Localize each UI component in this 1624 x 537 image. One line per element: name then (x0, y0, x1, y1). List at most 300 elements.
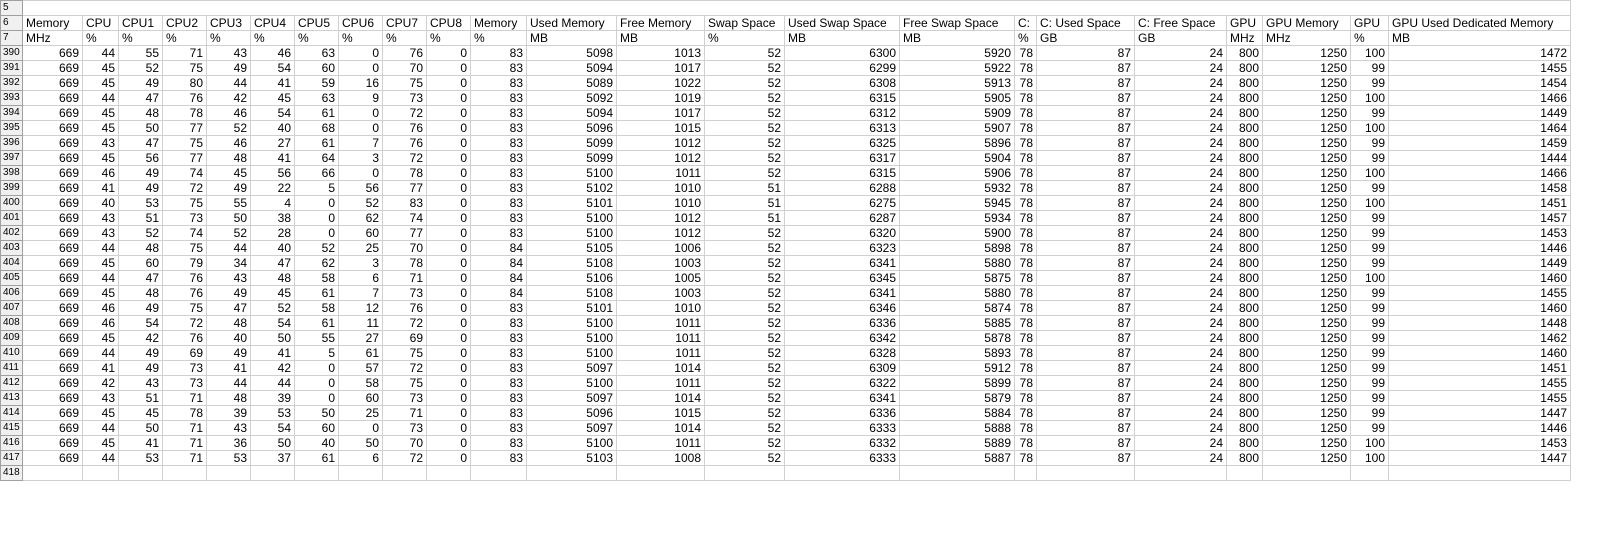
cell[interactable]: 78 (1015, 211, 1037, 226)
cell[interactable]: 46 (83, 166, 119, 181)
cell[interactable]: 6308 (785, 76, 900, 91)
cell[interactable]: 39 (207, 406, 251, 421)
cell[interactable]: 6341 (785, 391, 900, 406)
cell[interactable]: 6336 (785, 406, 900, 421)
cell[interactable]: 5100 (527, 211, 617, 226)
cell[interactable]: 60 (339, 226, 383, 241)
cell[interactable]: 71 (163, 391, 207, 406)
cell[interactable]: 78 (1015, 256, 1037, 271)
cell[interactable]: 51 (705, 196, 785, 211)
cell[interactable]: 1454 (1389, 76, 1571, 91)
cell[interactable]: 41 (251, 151, 295, 166)
cell[interactable]: 24 (1135, 331, 1227, 346)
cell[interactable]: 41 (83, 361, 119, 376)
cell[interactable]: 669 (23, 436, 83, 451)
column-header-cell[interactable]: CPU6 (339, 16, 383, 31)
cell[interactable]: 83 (471, 181, 527, 196)
cell[interactable]: 54 (119, 316, 163, 331)
cell[interactable]: 78 (1015, 91, 1037, 106)
cell[interactable]: 45 (83, 286, 119, 301)
cell[interactable]: 49 (119, 76, 163, 91)
cell[interactable]: 49 (119, 361, 163, 376)
cell[interactable]: 669 (23, 61, 83, 76)
cell[interactable] (339, 466, 383, 481)
cell[interactable]: 83 (471, 421, 527, 436)
cell[interactable]: 78 (1015, 436, 1037, 451)
cell[interactable]: 83 (471, 376, 527, 391)
cell[interactable]: 52 (705, 406, 785, 421)
cell[interactable]: 54 (251, 61, 295, 76)
cell[interactable]: 1012 (617, 211, 705, 226)
cell[interactable]: 73 (163, 211, 207, 226)
cell[interactable]: 6333 (785, 451, 900, 466)
cell[interactable]: 45 (207, 166, 251, 181)
cell[interactable]: 60 (119, 256, 163, 271)
cell[interactable]: 800 (1227, 91, 1263, 106)
cell[interactable]: 76 (383, 136, 427, 151)
cell[interactable]: 0 (427, 316, 471, 331)
cell[interactable]: 5108 (527, 286, 617, 301)
cell[interactable]: 52 (705, 346, 785, 361)
cell[interactable]: 77 (163, 121, 207, 136)
cell[interactable]: 43 (207, 421, 251, 436)
cell[interactable]: 78 (1015, 241, 1037, 256)
cell[interactable]: 62 (339, 211, 383, 226)
cell[interactable]: 6312 (785, 106, 900, 121)
cell[interactable]: 49 (207, 346, 251, 361)
cell[interactable]: 0 (427, 106, 471, 121)
column-header-cell[interactable]: Free Swap Space (900, 16, 1015, 31)
cell[interactable]: 5100 (527, 316, 617, 331)
cell[interactable]: 46 (207, 106, 251, 121)
unit-cell[interactable]: % (251, 31, 295, 46)
cell[interactable]: 5097 (527, 421, 617, 436)
cell[interactable]: 6 (339, 271, 383, 286)
cell[interactable]: 1250 (1263, 376, 1351, 391)
cell[interactable]: 800 (1227, 121, 1263, 136)
cell[interactable]: 78 (383, 166, 427, 181)
cell[interactable]: 6328 (785, 346, 900, 361)
cell[interactable]: 55 (207, 196, 251, 211)
cell[interactable]: 83 (471, 91, 527, 106)
cell[interactable]: 669 (23, 346, 83, 361)
cell[interactable]: 669 (23, 91, 83, 106)
cell[interactable]: 80 (163, 76, 207, 91)
row-header[interactable]: 397 (1, 151, 23, 166)
cell[interactable]: 84 (471, 286, 527, 301)
cell[interactable]: 43 (83, 136, 119, 151)
cell[interactable]: 83 (471, 46, 527, 61)
row-header[interactable]: 393 (1, 91, 23, 106)
cell[interactable]: 800 (1227, 181, 1263, 196)
cell[interactable] (527, 466, 617, 481)
row-header[interactable]: 406 (1, 286, 23, 301)
cell[interactable]: 41 (251, 346, 295, 361)
cell[interactable]: 87 (1037, 376, 1135, 391)
cell[interactable]: 56 (339, 181, 383, 196)
cell[interactable]: 78 (1015, 121, 1037, 136)
cell[interactable]: 24 (1135, 361, 1227, 376)
cell[interactable]: 5880 (900, 256, 1015, 271)
cell[interactable]: 76 (163, 91, 207, 106)
cell[interactable]: 78 (1015, 151, 1037, 166)
cell[interactable]: 53 (251, 406, 295, 421)
cell[interactable]: 1457 (1389, 211, 1571, 226)
unit-cell[interactable]: % (163, 31, 207, 46)
cell[interactable]: 70 (383, 241, 427, 256)
cell[interactable]: 44 (207, 376, 251, 391)
cell[interactable]: 61 (295, 316, 339, 331)
row-header[interactable]: 396 (1, 136, 23, 151)
cell[interactable]: 0 (339, 106, 383, 121)
cell[interactable]: 669 (23, 316, 83, 331)
cell[interactable]: 5885 (900, 316, 1015, 331)
cell[interactable]: 1448 (1389, 316, 1571, 331)
cell[interactable]: 78 (1015, 301, 1037, 316)
cell[interactable]: 800 (1227, 376, 1263, 391)
cell[interactable]: 5100 (527, 436, 617, 451)
cell[interactable]: 52 (705, 121, 785, 136)
cell[interactable]: 52 (705, 331, 785, 346)
cell[interactable]: 52 (705, 376, 785, 391)
cell[interactable]: 1011 (617, 376, 705, 391)
cell[interactable]: 5889 (900, 436, 1015, 451)
cell[interactable]: 669 (23, 301, 83, 316)
row-header[interactable]: 392 (1, 76, 23, 91)
cell[interactable]: 800 (1227, 256, 1263, 271)
column-header-cell[interactable]: C: Free Space (1135, 16, 1227, 31)
cell[interactable]: 43 (83, 226, 119, 241)
cell[interactable]: 99 (1351, 301, 1389, 316)
cell[interactable]: 5932 (900, 181, 1015, 196)
cell[interactable] (83, 466, 119, 481)
cell[interactable]: 24 (1135, 46, 1227, 61)
cell[interactable] (163, 466, 207, 481)
cell[interactable]: 800 (1227, 286, 1263, 301)
cell[interactable]: 52 (705, 91, 785, 106)
unit-cell[interactable]: % (119, 31, 163, 46)
cell[interactable]: 99 (1351, 286, 1389, 301)
cell[interactable]: 78 (1015, 226, 1037, 241)
cell[interactable]: 5101 (527, 196, 617, 211)
cell[interactable]: 70 (383, 436, 427, 451)
cell[interactable]: 52 (207, 121, 251, 136)
cell[interactable]: 1012 (617, 151, 705, 166)
cell[interactable]: 7 (339, 136, 383, 151)
cell[interactable]: 24 (1135, 421, 1227, 436)
cell[interactable]: 52 (705, 391, 785, 406)
cell[interactable]: 34 (207, 256, 251, 271)
cell[interactable]: 0 (427, 46, 471, 61)
cell[interactable]: 800 (1227, 301, 1263, 316)
cell[interactable]: 1250 (1263, 211, 1351, 226)
cell[interactable]: 6315 (785, 91, 900, 106)
cell[interactable]: 75 (163, 241, 207, 256)
cell[interactable]: 1011 (617, 166, 705, 181)
cell[interactable]: 1446 (1389, 421, 1571, 436)
cell[interactable]: 69 (163, 346, 207, 361)
cell[interactable]: 52 (705, 61, 785, 76)
cell[interactable] (295, 466, 339, 481)
cell[interactable]: 1455 (1389, 376, 1571, 391)
cell[interactable]: 1250 (1263, 331, 1351, 346)
unit-cell[interactable]: % (83, 31, 119, 46)
cell[interactable]: 24 (1135, 121, 1227, 136)
cell[interactable]: 87 (1037, 106, 1135, 121)
cell[interactable]: 0 (427, 256, 471, 271)
cell[interactable]: 60 (295, 61, 339, 76)
cell[interactable]: 5879 (900, 391, 1015, 406)
cell[interactable]: 78 (163, 106, 207, 121)
column-header-cell[interactable]: CPU4 (251, 16, 295, 31)
cell[interactable]: 87 (1037, 286, 1135, 301)
cell[interactable]: 78 (1015, 361, 1037, 376)
cell[interactable]: 5096 (527, 406, 617, 421)
cell[interactable]: 75 (163, 136, 207, 151)
cell[interactable]: 56 (119, 151, 163, 166)
cell[interactable]: 1250 (1263, 421, 1351, 436)
cell[interactable]: 49 (119, 181, 163, 196)
cell[interactable]: 6341 (785, 256, 900, 271)
cell[interactable]: 5909 (900, 106, 1015, 121)
row-header[interactable]: 412 (1, 376, 23, 391)
cell[interactable]: 24 (1135, 301, 1227, 316)
cell[interactable]: 83 (471, 436, 527, 451)
cell[interactable]: 0 (295, 211, 339, 226)
cell[interactable]: 87 (1037, 226, 1135, 241)
cell[interactable]: 24 (1135, 166, 1227, 181)
unit-cell[interactable]: MB (527, 31, 617, 46)
cell[interactable]: 22 (251, 181, 295, 196)
cell[interactable]: 25 (339, 241, 383, 256)
cell[interactable]: 71 (163, 451, 207, 466)
cell[interactable]: 52 (705, 421, 785, 436)
cell[interactable]: 24 (1135, 286, 1227, 301)
cell[interactable]: 38 (251, 211, 295, 226)
cell[interactable]: 52 (705, 136, 785, 151)
cell[interactable]: 5089 (527, 76, 617, 91)
column-header-cell[interactable]: Used Swap Space (785, 16, 900, 31)
cell[interactable]: 52 (705, 286, 785, 301)
cell[interactable]: 45 (83, 76, 119, 91)
cell[interactable]: 27 (251, 136, 295, 151)
cell[interactable]: 5 (295, 346, 339, 361)
cell[interactable]: 1003 (617, 286, 705, 301)
cell[interactable] (1015, 466, 1037, 481)
cell[interactable]: 52 (705, 151, 785, 166)
cell[interactable]: 24 (1135, 91, 1227, 106)
cell[interactable]: 70 (383, 61, 427, 76)
cell[interactable]: 1006 (617, 241, 705, 256)
cell[interactable]: 83 (471, 391, 527, 406)
cell[interactable]: 100 (1351, 196, 1389, 211)
cell[interactable]: 1464 (1389, 121, 1571, 136)
cell[interactable]: 99 (1351, 346, 1389, 361)
cell[interactable]: 48 (119, 241, 163, 256)
cell[interactable]: 63 (295, 46, 339, 61)
cell[interactable]: 49 (119, 346, 163, 361)
cell[interactable]: 78 (1015, 346, 1037, 361)
cell[interactable]: 52 (705, 451, 785, 466)
cell[interactable]: 1250 (1263, 286, 1351, 301)
cell[interactable]: 5099 (527, 151, 617, 166)
cell[interactable]: 44 (83, 451, 119, 466)
cell[interactable]: 1453 (1389, 226, 1571, 241)
row-header[interactable]: 390 (1, 46, 23, 61)
cell[interactable]: 800 (1227, 271, 1263, 286)
cell[interactable]: 1010 (617, 181, 705, 196)
cell[interactable]: 7 (339, 286, 383, 301)
cell[interactable]: 44 (207, 76, 251, 91)
cell[interactable]: 46 (251, 46, 295, 61)
cell[interactable]: 83 (471, 301, 527, 316)
cell[interactable]: 100 (1351, 451, 1389, 466)
unit-cell[interactable]: MB (900, 31, 1015, 46)
cell[interactable]: 1250 (1263, 406, 1351, 421)
cell[interactable]: 46 (83, 301, 119, 316)
cell[interactable]: 49 (119, 166, 163, 181)
row-header[interactable]: 394 (1, 106, 23, 121)
cell[interactable] (1037, 466, 1135, 481)
cell[interactable]: 1014 (617, 361, 705, 376)
row-header[interactable]: 5 (1, 1, 23, 16)
cell[interactable]: 42 (83, 376, 119, 391)
cell[interactable]: 43 (207, 271, 251, 286)
cell[interactable]: 5913 (900, 76, 1015, 91)
cell[interactable]: 9 (339, 91, 383, 106)
cell[interactable]: 48 (119, 286, 163, 301)
cell[interactable]: 53 (119, 196, 163, 211)
cell[interactable]: 6287 (785, 211, 900, 226)
cell[interactable]: 78 (1015, 391, 1037, 406)
cell[interactable]: 71 (383, 271, 427, 286)
cell[interactable]: 47 (119, 91, 163, 106)
cell[interactable]: 87 (1037, 391, 1135, 406)
cell[interactable]: 83 (471, 331, 527, 346)
cell[interactable]: 99 (1351, 76, 1389, 91)
cell[interactable]: 0 (427, 346, 471, 361)
cell[interactable]: 24 (1135, 226, 1227, 241)
cell[interactable]: 25 (339, 406, 383, 421)
cell[interactable]: 1014 (617, 421, 705, 436)
cell[interactable]: 87 (1037, 76, 1135, 91)
cell[interactable]: 76 (383, 301, 427, 316)
cell[interactable]: 24 (1135, 181, 1227, 196)
cell[interactable]: 669 (23, 151, 83, 166)
cell[interactable]: 51 (705, 211, 785, 226)
cell[interactable]: 37 (251, 451, 295, 466)
cell[interactable]: 0 (339, 166, 383, 181)
cell[interactable]: 24 (1135, 196, 1227, 211)
cell[interactable]: 24 (1135, 211, 1227, 226)
cell[interactable]: 1005 (617, 271, 705, 286)
cell[interactable]: 83 (471, 121, 527, 136)
unit-cell[interactable]: MHz (23, 31, 83, 46)
cell[interactable]: 50 (251, 331, 295, 346)
cell[interactable]: 45 (119, 406, 163, 421)
cell[interactable]: 54 (251, 316, 295, 331)
cell[interactable]: 6346 (785, 301, 900, 316)
cell[interactable]: 5880 (900, 286, 1015, 301)
cell[interactable]: 41 (207, 361, 251, 376)
cell[interactable]: 11 (339, 316, 383, 331)
cell[interactable]: 50 (339, 436, 383, 451)
cell[interactable]: 49 (207, 61, 251, 76)
cell[interactable]: 16 (339, 76, 383, 91)
cell[interactable]: 75 (163, 61, 207, 76)
row-header[interactable]: 400 (1, 196, 23, 211)
cell[interactable]: 0 (427, 361, 471, 376)
cell[interactable]: 44 (83, 46, 119, 61)
cell[interactable]: 50 (251, 436, 295, 451)
cell[interactable]: 0 (295, 361, 339, 376)
cell[interactable]: 99 (1351, 181, 1389, 196)
cell[interactable]: 5906 (900, 166, 1015, 181)
cell[interactable]: 87 (1037, 46, 1135, 61)
cell[interactable]: 83 (471, 151, 527, 166)
cell[interactable]: 5097 (527, 391, 617, 406)
cell[interactable]: 83 (383, 196, 427, 211)
cell[interactable]: 1250 (1263, 226, 1351, 241)
cell[interactable]: 5884 (900, 406, 1015, 421)
cell[interactable]: 669 (23, 271, 83, 286)
cell[interactable] (427, 466, 471, 481)
cell[interactable]: 87 (1037, 166, 1135, 181)
unit-cell[interactable]: % (339, 31, 383, 46)
cell[interactable]: 78 (1015, 376, 1037, 391)
cell[interactable]: 1012 (617, 226, 705, 241)
cell[interactable]: 1017 (617, 61, 705, 76)
cell[interactable]: 44 (83, 346, 119, 361)
cell[interactable]: 99 (1351, 316, 1389, 331)
column-header-cell[interactable]: CPU7 (383, 16, 427, 31)
cell[interactable]: 99 (1351, 136, 1389, 151)
cell[interactable]: 5101 (527, 301, 617, 316)
cell[interactable]: 99 (1351, 421, 1389, 436)
cell[interactable] (23, 466, 83, 481)
cell[interactable]: 800 (1227, 151, 1263, 166)
cell[interactable]: 0 (427, 451, 471, 466)
cell[interactable]: 800 (1227, 46, 1263, 61)
cell[interactable]: 87 (1037, 346, 1135, 361)
cell[interactable]: 50 (119, 421, 163, 436)
cell[interactable]: 5100 (527, 226, 617, 241)
cell[interactable]: 6332 (785, 436, 900, 451)
cell[interactable]: 5096 (527, 121, 617, 136)
cell[interactable]: 0 (427, 331, 471, 346)
cell[interactable]: 1453 (1389, 436, 1571, 451)
cell[interactable]: 5899 (900, 376, 1015, 391)
column-header-cell[interactable]: CPU1 (119, 16, 163, 31)
cell[interactable]: 99 (1351, 106, 1389, 121)
unit-cell[interactable]: MHz (1227, 31, 1263, 46)
cell[interactable]: 76 (383, 121, 427, 136)
cell[interactable]: 0 (427, 421, 471, 436)
cell[interactable]: 800 (1227, 166, 1263, 181)
cell[interactable]: 1011 (617, 346, 705, 361)
cell[interactable]: 52 (705, 76, 785, 91)
cell[interactable]: 51 (119, 211, 163, 226)
cell[interactable]: 669 (23, 76, 83, 91)
cell[interactable] (1351, 466, 1389, 481)
cell[interactable]: 52 (705, 316, 785, 331)
cell[interactable]: 78 (1015, 46, 1037, 61)
cell[interactable]: 24 (1135, 151, 1227, 166)
cell[interactable]: 44 (251, 376, 295, 391)
cell[interactable]: 6309 (785, 361, 900, 376)
cell[interactable]: 1250 (1263, 436, 1351, 451)
cell[interactable]: 45 (83, 331, 119, 346)
